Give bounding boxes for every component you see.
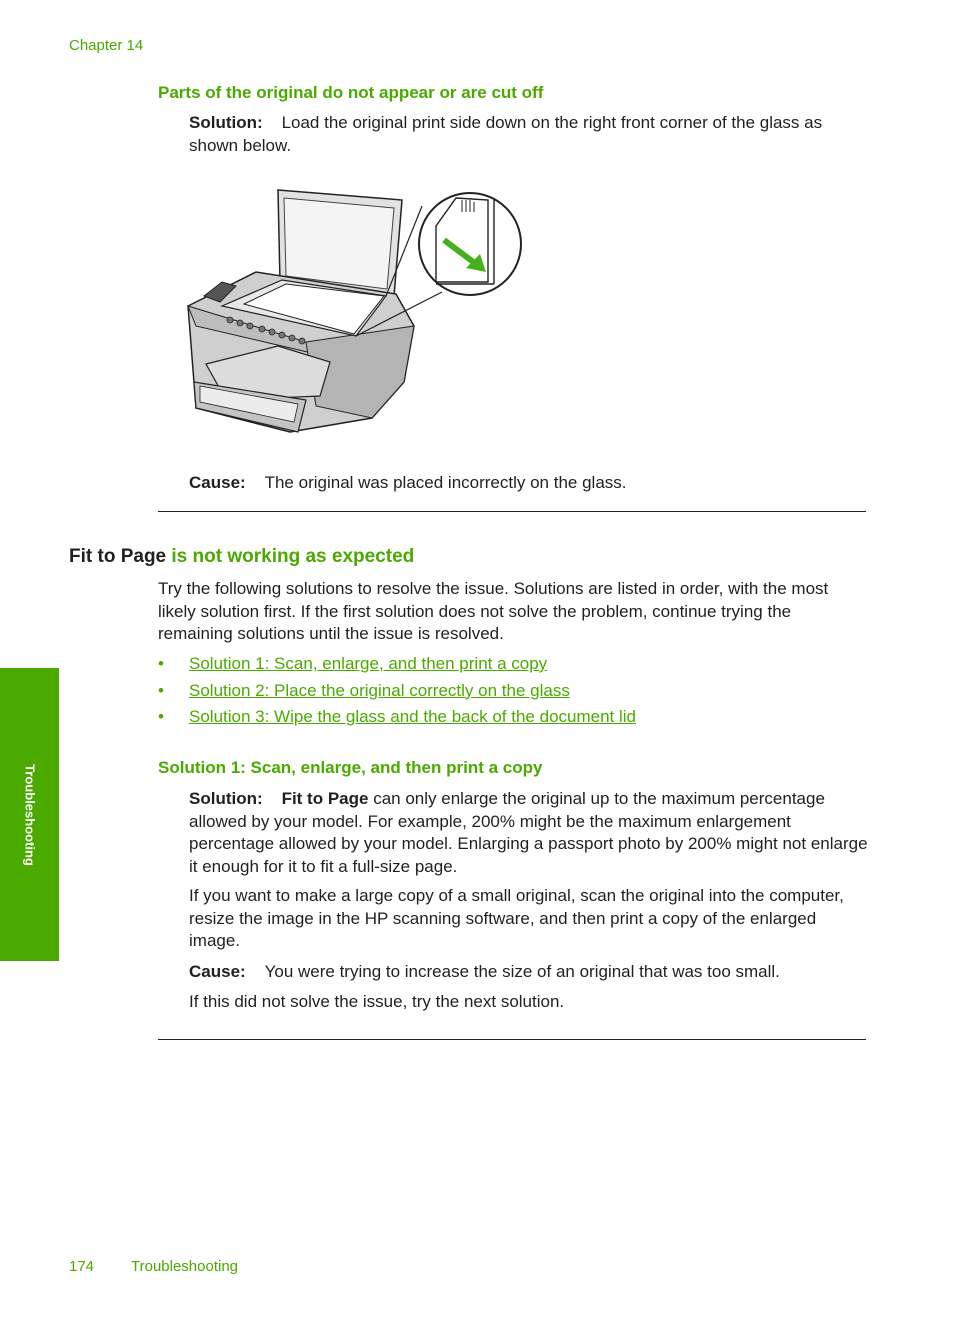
section-heading-cut-off: Parts of the original do not appear or are cut off [158, 83, 544, 102]
list-item [158, 706, 870, 733]
cause-label: Cause: [189, 962, 246, 981]
divider [158, 1039, 866, 1040]
next-solution-note: If this did not solve the issue, try the next solution. [189, 992, 565, 1011]
side-tab-label: Troubleshooting [22, 763, 37, 866]
page-number: 174 [69, 1258, 95, 1275]
solution-1-link[interactable]: Solution 1: Scan, enlarge, and then print a copy [189, 654, 548, 673]
solution-3-link[interactable]: Solution 3: Wipe the glass and the back of the document lid [189, 707, 636, 726]
solution-label: Solution: [189, 113, 263, 132]
solution-link-list [158, 653, 870, 733]
cause-paragraph-2 [189, 961, 869, 984]
heading-bold-part: Fit to Page [69, 546, 167, 567]
chapter-label: Chapter 14 [69, 37, 144, 54]
intro-paragraph: Try the following solutions to resolve the issue. Solutions are listed in order, with the most likely solution first. If the first solution does not solve the problem, continue trying the remaining solutions until the issue is resolved. [158, 579, 829, 643]
solution-text: Load the original print side down on the right front corner of the glass as shown below. [189, 113, 823, 155]
side-tab [0, 668, 59, 961]
printer-illustration [186, 186, 526, 440]
scan-advice-paragraph: If you want to make a large copy of a small original, scan the original into the computer, resize the image in the HP scanning software, and then print a copy of the enlarged image. [189, 886, 844, 950]
list-item [158, 680, 870, 707]
bullet: • [158, 707, 164, 726]
bullet: • [158, 680, 164, 700]
heading-rest-part: is not working as expected [166, 546, 415, 567]
solution-text: can only enlarge the original up to the maximum percentage allowed by your model. For example, 200% might be the maximum enlargement percentage allowed by your model. Enlarging a passport photo by 200% might not enlarge it enough for it to fit a full-size page. [189, 789, 868, 876]
solution-1-paragraph [189, 788, 869, 878]
cause-text: The original was placed incorrectly on the glass. [264, 473, 627, 492]
solution-2-link[interactable]: Solution 2: Place the original correctly on the glass [189, 680, 570, 700]
fit-to-page-term: Fit to Page [281, 789, 369, 808]
divider [158, 511, 866, 512]
section-heading-fit-to-page [69, 546, 414, 568]
list-item [158, 653, 870, 680]
solution-label: Solution: [189, 789, 263, 808]
solution-1-heading: Solution 1: Scan, enlarge, and then print a copy [158, 758, 543, 777]
footer-section: Troubleshooting [131, 1258, 239, 1275]
cause-text: You were trying to increase the size of an original that was too small. [264, 962, 780, 981]
cause-paragraph-1 [189, 472, 869, 495]
bullet: • [158, 654, 164, 673]
cause-label: Cause: [189, 473, 246, 492]
solution-paragraph-1 [189, 112, 869, 157]
